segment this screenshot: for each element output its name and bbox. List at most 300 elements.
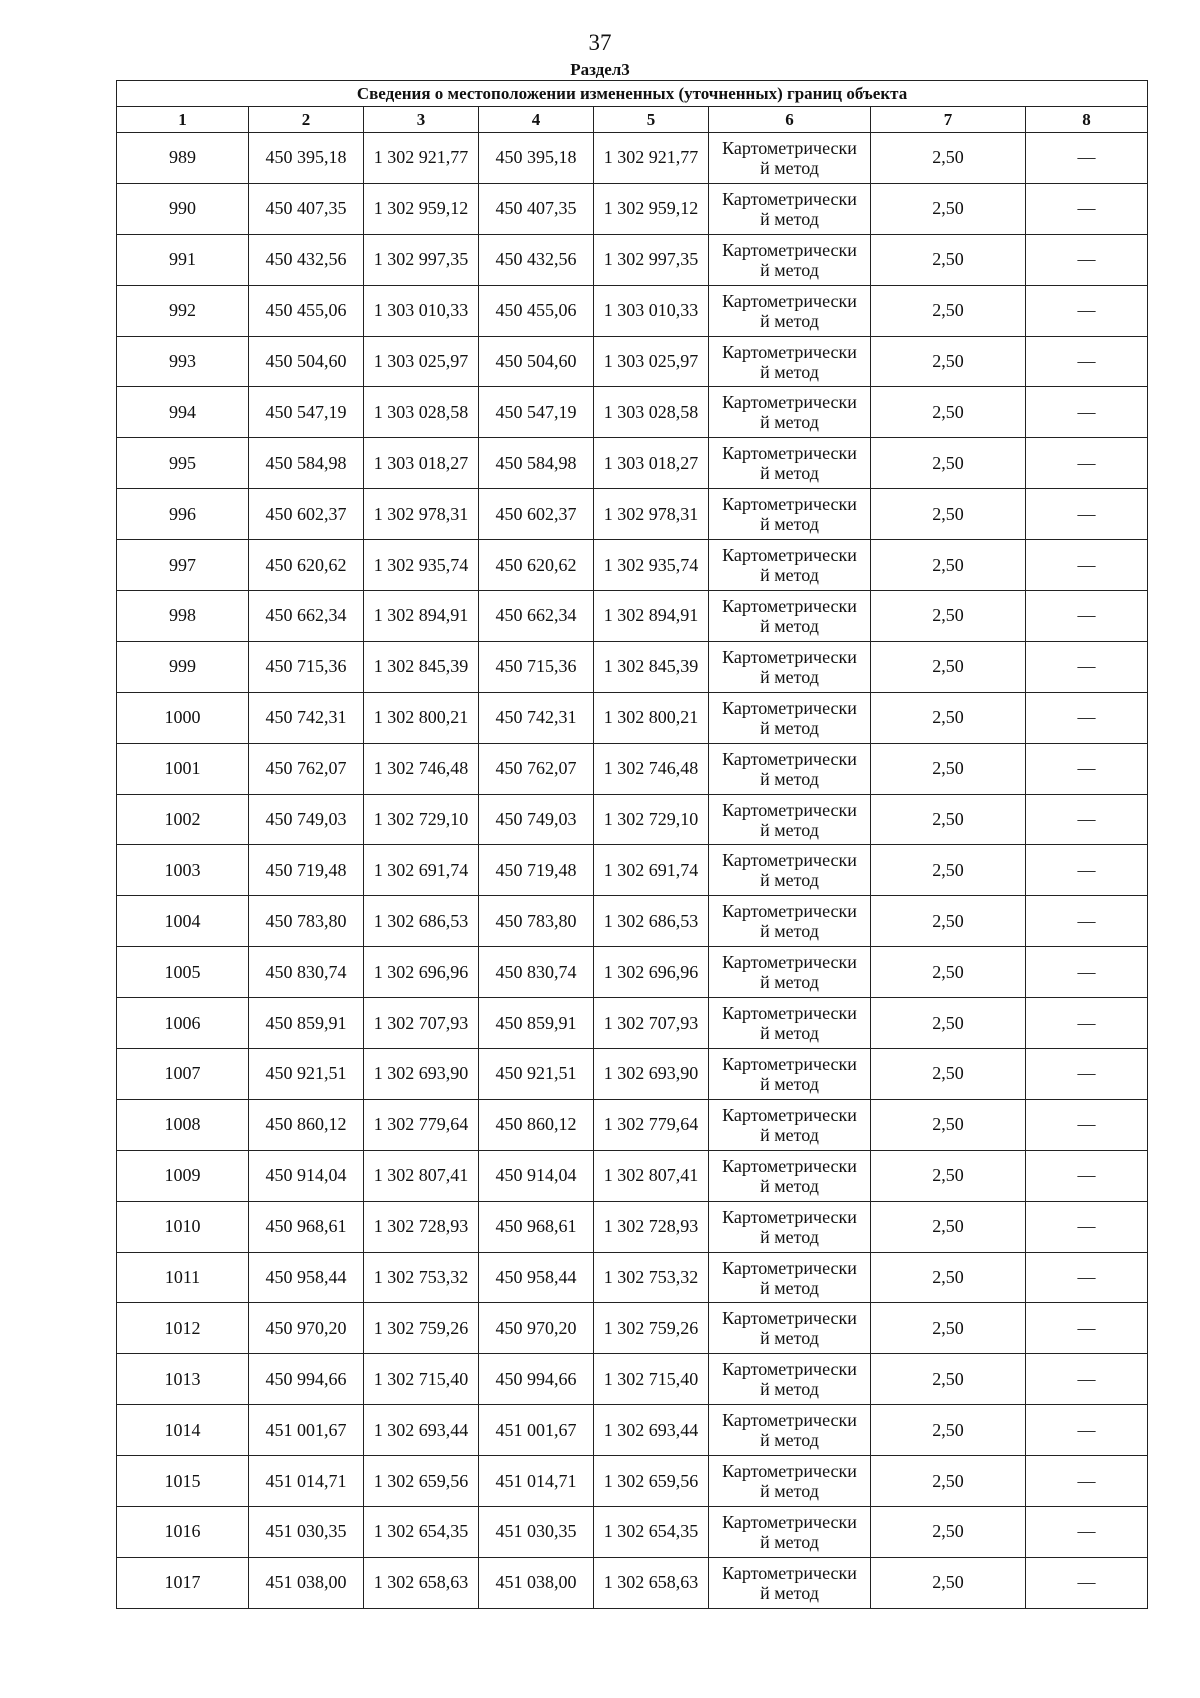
- y-new-cell: 1 302 959,12: [594, 183, 709, 234]
- y-old-cell: 1 302 715,40: [364, 1354, 479, 1405]
- y-new-cell: 1 302 894,91: [594, 591, 709, 642]
- method-line-1: Картометрически: [722, 1206, 857, 1227]
- method-line-2: й метод: [760, 157, 819, 178]
- point-id-cell: 989: [117, 133, 249, 184]
- method-line-2: й метод: [760, 1379, 819, 1400]
- x-new-cell: 450 783,80: [479, 896, 594, 947]
- x-new-cell: 450 830,74: [479, 947, 594, 998]
- method-cell: [709, 1252, 871, 1303]
- method-line-1: Картометрически: [722, 850, 857, 871]
- y-old-cell: 1 302 659,56: [364, 1456, 479, 1507]
- x-new-cell: 450 432,56: [479, 234, 594, 285]
- note-cell: —: [1026, 1099, 1148, 1150]
- y-old-cell: 1 302 779,64: [364, 1099, 479, 1150]
- x-new-cell: 451 014,71: [479, 1456, 594, 1507]
- precision-cell: 2,50: [871, 1354, 1026, 1405]
- x-new-cell: 450 749,03: [479, 794, 594, 845]
- y-new-cell: 1 302 921,77: [594, 133, 709, 184]
- method-line-2: й метод: [760, 870, 819, 891]
- table-body: [117, 133, 1148, 1609]
- method-cell: [709, 387, 871, 438]
- table-row: [117, 1150, 1148, 1201]
- page-number: 37: [588, 30, 612, 55]
- column-number: 4: [479, 107, 594, 133]
- precision-cell: 2,50: [871, 489, 1026, 540]
- note-cell: —: [1026, 234, 1148, 285]
- method-line-1: Картометрически: [722, 341, 857, 362]
- table-row: [117, 336, 1148, 387]
- note-cell: —: [1026, 1150, 1148, 1201]
- table-row: [117, 1354, 1148, 1405]
- point-id-cell: 1010: [117, 1201, 249, 1252]
- note-cell: —: [1026, 743, 1148, 794]
- method-line-2: й метод: [760, 1531, 819, 1552]
- table-row: [117, 896, 1148, 947]
- method-line-1: Картометрически: [722, 1562, 857, 1583]
- method-cell: [709, 692, 871, 743]
- point-id-cell: 1004: [117, 896, 249, 947]
- precision-cell: 2,50: [871, 1049, 1026, 1100]
- method-cell: [709, 1557, 871, 1608]
- method-line-1: Картометрически: [722, 290, 857, 311]
- y-old-cell: 1 303 018,27: [364, 438, 479, 489]
- table-row: [117, 1303, 1148, 1354]
- table-row: [117, 692, 1148, 743]
- note-cell: —: [1026, 794, 1148, 845]
- method-line-2: й метод: [760, 819, 819, 840]
- table-row: [117, 641, 1148, 692]
- method-line-2: й метод: [760, 1124, 819, 1145]
- point-id-cell: 1015: [117, 1456, 249, 1507]
- precision-cell: 2,50: [871, 641, 1026, 692]
- table-row: [117, 591, 1148, 642]
- method-cell: [709, 438, 871, 489]
- y-old-cell: 1 302 959,12: [364, 183, 479, 234]
- x-new-cell: 450 504,60: [479, 336, 594, 387]
- method-line-1: Картометрически: [722, 1104, 857, 1125]
- method-cell: [709, 794, 871, 845]
- x-new-cell: 450 742,31: [479, 692, 594, 743]
- method-line-1: Картометрически: [722, 1359, 857, 1380]
- note-cell: —: [1026, 183, 1148, 234]
- method-line-1: Картометрически: [722, 443, 857, 464]
- method-line-2: й метод: [760, 921, 819, 942]
- x-old-cell: 450 432,56: [249, 234, 364, 285]
- x-old-cell: 450 860,12: [249, 1099, 364, 1150]
- x-old-cell: 450 921,51: [249, 1049, 364, 1100]
- y-old-cell: 1 302 707,93: [364, 998, 479, 1049]
- method-line-1: Картометрически: [722, 545, 857, 566]
- method-line-1: Картометрически: [722, 799, 857, 820]
- note-cell: —: [1026, 947, 1148, 998]
- x-old-cell: 450 742,31: [249, 692, 364, 743]
- method-cell: [709, 234, 871, 285]
- method-line-1: Картометрически: [722, 1053, 857, 1074]
- point-id-cell: 1003: [117, 845, 249, 896]
- x-old-cell: 450 662,34: [249, 591, 364, 642]
- precision-cell: 2,50: [871, 336, 1026, 387]
- point-id-cell: 1013: [117, 1354, 249, 1405]
- table-row: [117, 1252, 1148, 1303]
- precision-cell: 2,50: [871, 743, 1026, 794]
- precision-cell: 2,50: [871, 1252, 1026, 1303]
- x-new-cell: 450 407,35: [479, 183, 594, 234]
- column-number: 5: [594, 107, 709, 133]
- note-cell: —: [1026, 540, 1148, 591]
- precision-cell: 2,50: [871, 591, 1026, 642]
- precision-cell: 2,50: [871, 1303, 1026, 1354]
- method-cell: [709, 1456, 871, 1507]
- precision-cell: 2,50: [871, 692, 1026, 743]
- precision-cell: 2,50: [871, 947, 1026, 998]
- y-new-cell: 1 302 729,10: [594, 794, 709, 845]
- y-old-cell: 1 302 693,90: [364, 1049, 479, 1100]
- precision-cell: 2,50: [871, 794, 1026, 845]
- table-row: [117, 1507, 1148, 1558]
- method-line-2: й метод: [760, 666, 819, 687]
- y-old-cell: 1 302 894,91: [364, 591, 479, 642]
- method-line-2: й метод: [760, 717, 819, 738]
- y-new-cell: 1 303 028,58: [594, 387, 709, 438]
- note-cell: —: [1026, 641, 1148, 692]
- precision-cell: 2,50: [871, 1507, 1026, 1558]
- table-row: [117, 998, 1148, 1049]
- table-row: [117, 794, 1148, 845]
- y-new-cell: 1 303 010,33: [594, 285, 709, 336]
- column-number: 1: [117, 107, 249, 133]
- method-cell: [709, 1405, 871, 1456]
- note-cell: —: [1026, 489, 1148, 540]
- y-old-cell: 1 302 654,35: [364, 1507, 479, 1558]
- y-new-cell: 1 302 997,35: [594, 234, 709, 285]
- x-old-cell: 450 719,48: [249, 845, 364, 896]
- y-old-cell: 1 303 025,97: [364, 336, 479, 387]
- x-old-cell: 450 395,18: [249, 133, 364, 184]
- x-old-cell: 450 914,04: [249, 1150, 364, 1201]
- note-cell: —: [1026, 1303, 1148, 1354]
- point-id-cell: 991: [117, 234, 249, 285]
- point-id-cell: 1002: [117, 794, 249, 845]
- method-line-2: й метод: [760, 1481, 819, 1502]
- table-row: [117, 234, 1148, 285]
- x-new-cell: 450 719,48: [479, 845, 594, 896]
- point-id-cell: 999: [117, 641, 249, 692]
- method-cell: [709, 998, 871, 1049]
- column-number: 2: [249, 107, 364, 133]
- y-new-cell: 1 302 691,74: [594, 845, 709, 896]
- point-id-cell: 1005: [117, 947, 249, 998]
- x-new-cell: 450 715,36: [479, 641, 594, 692]
- point-id-cell: 993: [117, 336, 249, 387]
- method-line-2: й метод: [760, 1073, 819, 1094]
- method-cell: [709, 1507, 871, 1558]
- y-new-cell: 1 302 779,64: [594, 1099, 709, 1150]
- method-cell: [709, 947, 871, 998]
- method-line-2: й метод: [760, 565, 819, 586]
- method-line-1: Картометрически: [722, 697, 857, 718]
- column-number: 6: [709, 107, 871, 133]
- x-old-cell: 450 968,61: [249, 1201, 364, 1252]
- note-cell: —: [1026, 845, 1148, 896]
- y-old-cell: 1 302 800,21: [364, 692, 479, 743]
- x-new-cell: 450 968,61: [479, 1201, 594, 1252]
- method-line-1: Картометрически: [722, 188, 857, 209]
- x-new-cell: 450 914,04: [479, 1150, 594, 1201]
- y-new-cell: 1 302 659,56: [594, 1456, 709, 1507]
- table-row: [117, 183, 1148, 234]
- method-line-1: Картометрически: [722, 1410, 857, 1431]
- x-new-cell: 450 395,18: [479, 133, 594, 184]
- x-new-cell: 451 001,67: [479, 1405, 594, 1456]
- note-cell: —: [1026, 387, 1148, 438]
- method-cell: [709, 1201, 871, 1252]
- point-id-cell: 1014: [117, 1405, 249, 1456]
- method-cell: [709, 540, 871, 591]
- y-new-cell: 1 302 658,63: [594, 1557, 709, 1608]
- note-cell: —: [1026, 896, 1148, 947]
- table-row: [117, 1099, 1148, 1150]
- y-new-cell: 1 302 707,93: [594, 998, 709, 1049]
- column-number: 3: [364, 107, 479, 133]
- y-old-cell: 1 302 696,96: [364, 947, 479, 998]
- precision-cell: 2,50: [871, 1201, 1026, 1252]
- method-line-1: Картометрически: [722, 1461, 857, 1482]
- x-old-cell: 450 620,62: [249, 540, 364, 591]
- table-row: [117, 387, 1148, 438]
- x-new-cell: 450 455,06: [479, 285, 594, 336]
- column-number-row: [117, 107, 1148, 133]
- x-old-cell: 450 455,06: [249, 285, 364, 336]
- method-line-1: Картометрически: [722, 748, 857, 769]
- y-old-cell: 1 302 728,93: [364, 1201, 479, 1252]
- y-new-cell: 1 302 978,31: [594, 489, 709, 540]
- method-line-1: Картометрически: [722, 901, 857, 922]
- x-new-cell: 450 620,62: [479, 540, 594, 591]
- y-old-cell: 1 302 921,77: [364, 133, 479, 184]
- x-new-cell: 450 859,91: [479, 998, 594, 1049]
- precision-cell: 2,50: [871, 1456, 1026, 1507]
- note-cell: —: [1026, 1049, 1148, 1100]
- point-id-cell: 1011: [117, 1252, 249, 1303]
- point-id-cell: 996: [117, 489, 249, 540]
- x-old-cell: 451 038,00: [249, 1557, 364, 1608]
- method-cell: [709, 1049, 871, 1100]
- method-line-1: Картометрически: [722, 1511, 857, 1532]
- method-cell: [709, 336, 871, 387]
- precision-cell: 2,50: [871, 1405, 1026, 1456]
- note-cell: —: [1026, 336, 1148, 387]
- point-id-cell: 1007: [117, 1049, 249, 1100]
- note-cell: —: [1026, 998, 1148, 1049]
- method-line-1: Картометрически: [722, 1003, 857, 1024]
- method-cell: [709, 641, 871, 692]
- precision-cell: 2,50: [871, 387, 1026, 438]
- note-cell: —: [1026, 1405, 1148, 1456]
- y-new-cell: 1 302 800,21: [594, 692, 709, 743]
- precision-cell: 2,50: [871, 1150, 1026, 1201]
- y-new-cell: 1 302 693,44: [594, 1405, 709, 1456]
- point-id-cell: 1009: [117, 1150, 249, 1201]
- note-cell: —: [1026, 438, 1148, 489]
- y-new-cell: 1 302 759,26: [594, 1303, 709, 1354]
- y-old-cell: 1 302 686,53: [364, 896, 479, 947]
- x-old-cell: 451 014,71: [249, 1456, 364, 1507]
- precision-cell: 2,50: [871, 845, 1026, 896]
- y-new-cell: 1 302 746,48: [594, 743, 709, 794]
- table-row: [117, 438, 1148, 489]
- method-cell: [709, 285, 871, 336]
- method-cell: [709, 489, 871, 540]
- table-row: [117, 540, 1148, 591]
- method-line-2: й метод: [760, 361, 819, 382]
- x-new-cell: 450 994,66: [479, 1354, 594, 1405]
- method-line-1: Картометрически: [722, 239, 857, 260]
- method-line-1: Картометрически: [722, 1257, 857, 1278]
- table-row: [117, 1405, 1148, 1456]
- table-row: [117, 1557, 1148, 1608]
- y-old-cell: 1 302 746,48: [364, 743, 479, 794]
- note-cell: —: [1026, 1456, 1148, 1507]
- y-old-cell: 1 302 807,41: [364, 1150, 479, 1201]
- table-row: [117, 1201, 1148, 1252]
- y-new-cell: 1 302 807,41: [594, 1150, 709, 1201]
- precision-cell: 2,50: [871, 1557, 1026, 1608]
- method-line-2: й метод: [760, 1023, 819, 1044]
- precision-cell: 2,50: [871, 540, 1026, 591]
- note-cell: —: [1026, 1252, 1148, 1303]
- point-id-cell: 990: [117, 183, 249, 234]
- method-line-2: й метод: [760, 310, 819, 331]
- note-cell: —: [1026, 1354, 1148, 1405]
- point-id-cell: 1001: [117, 743, 249, 794]
- method-line-2: й метод: [760, 208, 819, 229]
- point-id-cell: 1016: [117, 1507, 249, 1558]
- x-old-cell: 450 602,37: [249, 489, 364, 540]
- method-line-1: Картометрически: [722, 137, 857, 158]
- method-cell: [709, 1150, 871, 1201]
- note-cell: —: [1026, 591, 1148, 642]
- method-line-2: й метод: [760, 1430, 819, 1451]
- precision-cell: 2,50: [871, 133, 1026, 184]
- x-old-cell: 450 830,74: [249, 947, 364, 998]
- y-old-cell: 1 302 978,31: [364, 489, 479, 540]
- y-new-cell: 1 302 728,93: [594, 1201, 709, 1252]
- x-old-cell: 450 970,20: [249, 1303, 364, 1354]
- y-new-cell: 1 302 845,39: [594, 641, 709, 692]
- note-cell: —: [1026, 692, 1148, 743]
- method-line-2: й метод: [760, 514, 819, 535]
- x-old-cell: 450 584,98: [249, 438, 364, 489]
- y-new-cell: 1 302 753,32: [594, 1252, 709, 1303]
- note-cell: —: [1026, 1201, 1148, 1252]
- point-id-cell: 1012: [117, 1303, 249, 1354]
- coordinates-table: [116, 80, 1148, 1609]
- point-id-cell: 998: [117, 591, 249, 642]
- x-new-cell: 450 762,07: [479, 743, 594, 794]
- point-id-cell: 1008: [117, 1099, 249, 1150]
- x-new-cell: 450 662,34: [479, 591, 594, 642]
- y-old-cell: 1 302 691,74: [364, 845, 479, 896]
- column-number: 7: [871, 107, 1026, 133]
- table-row: [117, 489, 1148, 540]
- x-old-cell: 450 715,36: [249, 641, 364, 692]
- y-new-cell: 1 302 654,35: [594, 1507, 709, 1558]
- method-cell: [709, 1099, 871, 1150]
- y-new-cell: 1 303 018,27: [594, 438, 709, 489]
- point-id-cell: 995: [117, 438, 249, 489]
- x-new-cell: 450 602,37: [479, 489, 594, 540]
- point-id-cell: 1006: [117, 998, 249, 1049]
- table-row: [117, 1049, 1148, 1100]
- method-line-1: Картометрически: [722, 494, 857, 515]
- method-line-1: Картометрически: [722, 1155, 857, 1176]
- table-row: [117, 947, 1148, 998]
- table-row: [117, 1456, 1148, 1507]
- y-old-cell: 1 302 845,39: [364, 641, 479, 692]
- x-old-cell: 450 994,66: [249, 1354, 364, 1405]
- x-old-cell: 450 407,35: [249, 183, 364, 234]
- note-cell: —: [1026, 1507, 1148, 1558]
- method-line-2: й метод: [760, 768, 819, 789]
- method-cell: [709, 183, 871, 234]
- y-new-cell: 1 302 715,40: [594, 1354, 709, 1405]
- table-caption: Сведения о местоположении измененных (уточненных) границ объекта: [117, 81, 1148, 107]
- table-row: [117, 285, 1148, 336]
- x-old-cell: 450 749,03: [249, 794, 364, 845]
- method-cell: [709, 1354, 871, 1405]
- y-old-cell: 1 302 759,26: [364, 1303, 479, 1354]
- method-cell: [709, 591, 871, 642]
- x-old-cell: 450 859,91: [249, 998, 364, 1049]
- y-new-cell: 1 302 696,96: [594, 947, 709, 998]
- y-new-cell: 1 303 025,97: [594, 336, 709, 387]
- precision-cell: 2,50: [871, 998, 1026, 1049]
- x-new-cell: 450 547,19: [479, 387, 594, 438]
- x-old-cell: 451 001,67: [249, 1405, 364, 1456]
- x-old-cell: 450 504,60: [249, 336, 364, 387]
- method-line-2: й метод: [760, 1328, 819, 1349]
- x-new-cell: 450 921,51: [479, 1049, 594, 1100]
- y-old-cell: 1 302 997,35: [364, 234, 479, 285]
- method-cell: [709, 1303, 871, 1354]
- method-line-2: й метод: [760, 972, 819, 993]
- method-line-1: Картометрически: [722, 646, 857, 667]
- x-old-cell: 450 547,19: [249, 387, 364, 438]
- note-cell: —: [1026, 133, 1148, 184]
- method-line-2: й метод: [760, 412, 819, 433]
- y-old-cell: 1 302 693,44: [364, 1405, 479, 1456]
- x-new-cell: 450 958,44: [479, 1252, 594, 1303]
- x-old-cell: 450 783,80: [249, 896, 364, 947]
- y-old-cell: 1 302 753,32: [364, 1252, 479, 1303]
- x-new-cell: 451 030,35: [479, 1507, 594, 1558]
- method-line-2: й метод: [760, 1582, 819, 1603]
- note-cell: —: [1026, 285, 1148, 336]
- y-old-cell: 1 303 010,33: [364, 285, 479, 336]
- y-old-cell: 1 303 028,58: [364, 387, 479, 438]
- table-row: [117, 845, 1148, 896]
- method-line-2: й метод: [760, 1175, 819, 1196]
- y-old-cell: 1 302 658,63: [364, 1557, 479, 1608]
- point-id-cell: 997: [117, 540, 249, 591]
- table-caption-row: [117, 81, 1148, 107]
- table-row: [117, 133, 1148, 184]
- x-old-cell: 450 762,07: [249, 743, 364, 794]
- y-new-cell: 1 302 693,90: [594, 1049, 709, 1100]
- method-line-2: й метод: [760, 1226, 819, 1247]
- x-old-cell: 450 958,44: [249, 1252, 364, 1303]
- method-cell: [709, 896, 871, 947]
